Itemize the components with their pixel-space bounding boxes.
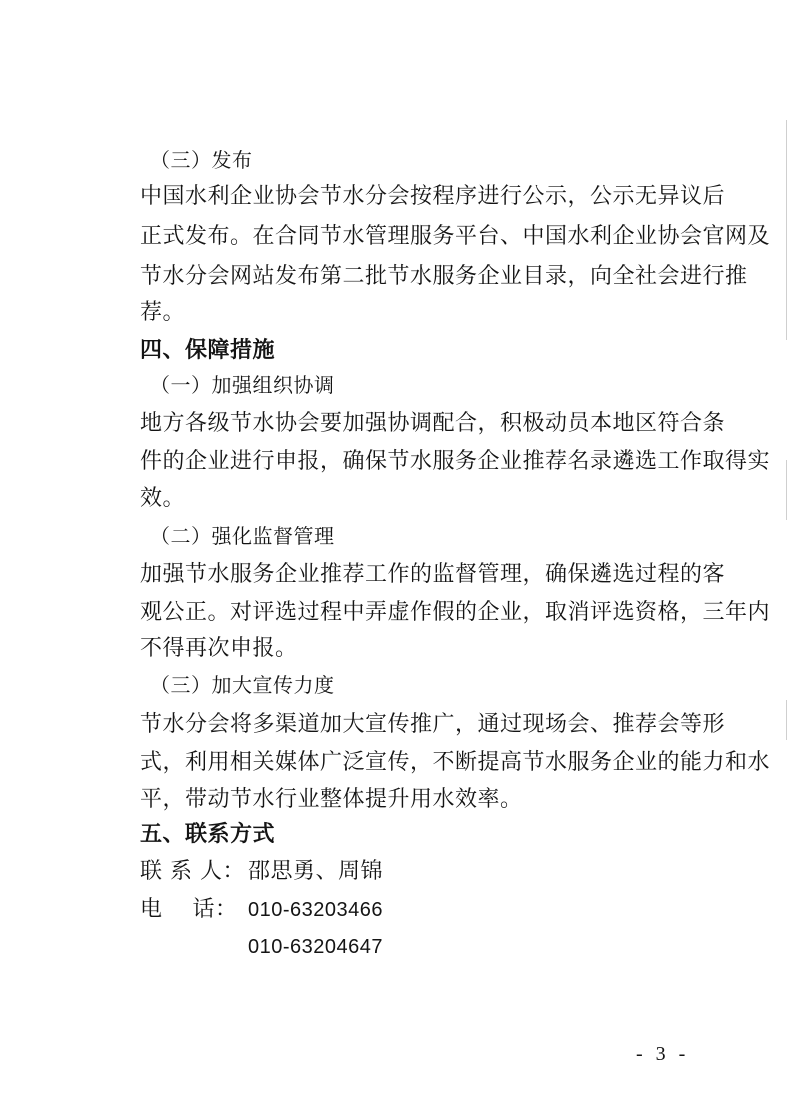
heading-contact: 五、联系方式 (140, 822, 276, 847)
paragraph-line: 地方各级节水协会要加强协调配合，积极动员本地区符合条 (140, 411, 726, 436)
contact-person-label: 联 系 人： (140, 859, 245, 884)
paragraph-line: 式，利用相关媒体广泛宣传，不断提高节水服务企业的能力和水 (140, 750, 771, 775)
paragraph-line: 观公正。对评选过程中弄虚作假的企业，取消评选资格，三年内 (140, 600, 771, 625)
paragraph-line: 正式发布。在合同节水管理服务平台、中国水利企业协会官网及 (140, 224, 771, 249)
paragraph-line: 中国水利企业协会节水分会按程序进行公示，公示无异议后 (140, 184, 726, 209)
scan-margin-mark (786, 460, 787, 520)
page-number: - 3 - (636, 1043, 690, 1065)
heading-supervision: （二）强化监督管理 (150, 524, 335, 548)
contact-person-names: 邵思勇、周锦 (248, 859, 384, 884)
paragraph-line: 加强节水服务企业推荐工作的监督管理，确保遴选过程的客 (140, 562, 726, 587)
paragraph-line: 效。 (140, 486, 186, 511)
paragraph-line: 件的企业进行申报，确保节水服务企业推荐名录遴选工作取得实 (140, 449, 771, 474)
paragraph-line: 节水分会将多渠道加大宣传推广，通过现场会、推荐会等形 (140, 712, 726, 737)
heading-publish: （三）发布 (150, 148, 253, 172)
paragraph-line: 荐。 (140, 300, 186, 325)
paragraph-line: 平，带动节水行业整体提升用水效率。 (140, 787, 523, 812)
heading-coordination: （一）加强组织协调 (150, 373, 335, 397)
scan-margin-mark (786, 700, 787, 740)
phone-number-2: 010-63204647 (248, 936, 384, 958)
phone-label: 电 话： (140, 897, 238, 922)
heading-safeguards: 四、保障措施 (140, 338, 276, 363)
paragraph-line: 节水分会网站发布第二批节水服务企业目录，向全社会进行推 (140, 264, 748, 289)
heading-publicity: （三）加大宣传力度 (150, 673, 335, 697)
phone-number-1: 010-63203466 (248, 899, 384, 921)
paragraph-line: 不得再次申报。 (140, 636, 298, 661)
scan-margin-mark (786, 120, 787, 340)
